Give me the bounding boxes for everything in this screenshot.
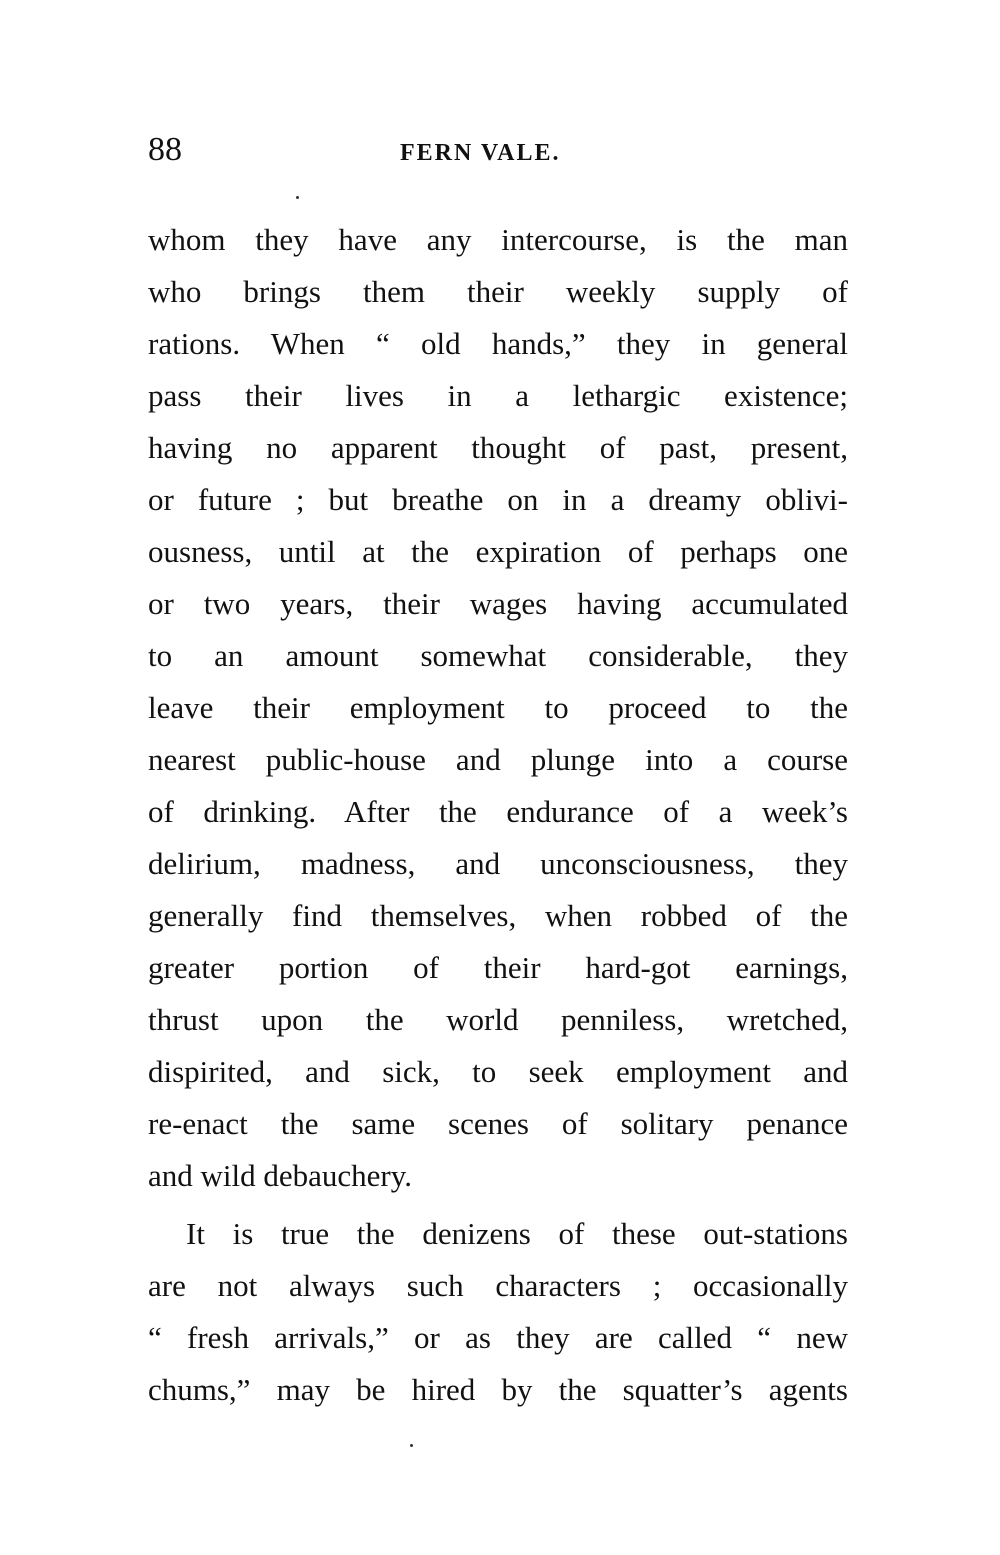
paragraph-1 [148, 214, 848, 1202]
text-line: having no apparent thought of past, present, [148, 430, 848, 465]
text-line: of drinking. After the endurance of a week’s [148, 794, 848, 829]
text-line: thrust upon the world penniless, wretched, [148, 1002, 848, 1037]
running-head: FERN VALE. [400, 140, 561, 166]
text-line: whom they have any intercourse, is the man [148, 222, 848, 257]
print-speck [410, 1444, 413, 1447]
text-line: or two years, their wages having accumulated [148, 586, 848, 621]
text-line: It is true the denizens of these out-stations [186, 1216, 848, 1251]
text-line: delirium, madness, and unconsciousness, they [148, 846, 848, 881]
paragraph-2 [148, 1208, 848, 1416]
text-line: chums,” may be hired by the squatter’s agents [148, 1372, 848, 1407]
text-line: pass their lives in a lethargic existence; [148, 378, 848, 413]
text-line: generally find themselves, when robbed of the [148, 898, 848, 933]
text-line: or future ; but breathe on in a dreamy oblivi- [148, 482, 848, 517]
text-line: re-enact the same scenes of solitary penance [148, 1106, 848, 1141]
text-line: who brings them their weekly supply of [148, 274, 848, 309]
text-line: leave their employment to proceed to the [148, 690, 848, 725]
text-line: rations. When “ old hands,” they in general [148, 326, 848, 361]
body-text [148, 214, 848, 1416]
page-header [148, 130, 848, 170]
text-line: ousness, until at the expiration of perhaps one [148, 534, 848, 569]
text-line: dispirited, and sick, to seek employment and [148, 1054, 848, 1089]
text-line: “ fresh arrivals,” or as they are called “ new [148, 1320, 848, 1355]
print-speck [296, 196, 299, 199]
text-line: to an amount somewhat considerable, they [148, 638, 848, 673]
text-line: and wild debauchery. [148, 1158, 412, 1193]
text-line: nearest public-house and plunge into a course [148, 742, 848, 777]
page-number: 88 [148, 131, 182, 168]
text-line: are not always such characters ; occasionally [148, 1268, 848, 1303]
text-line: greater portion of their hard-got earnings, [148, 950, 848, 985]
